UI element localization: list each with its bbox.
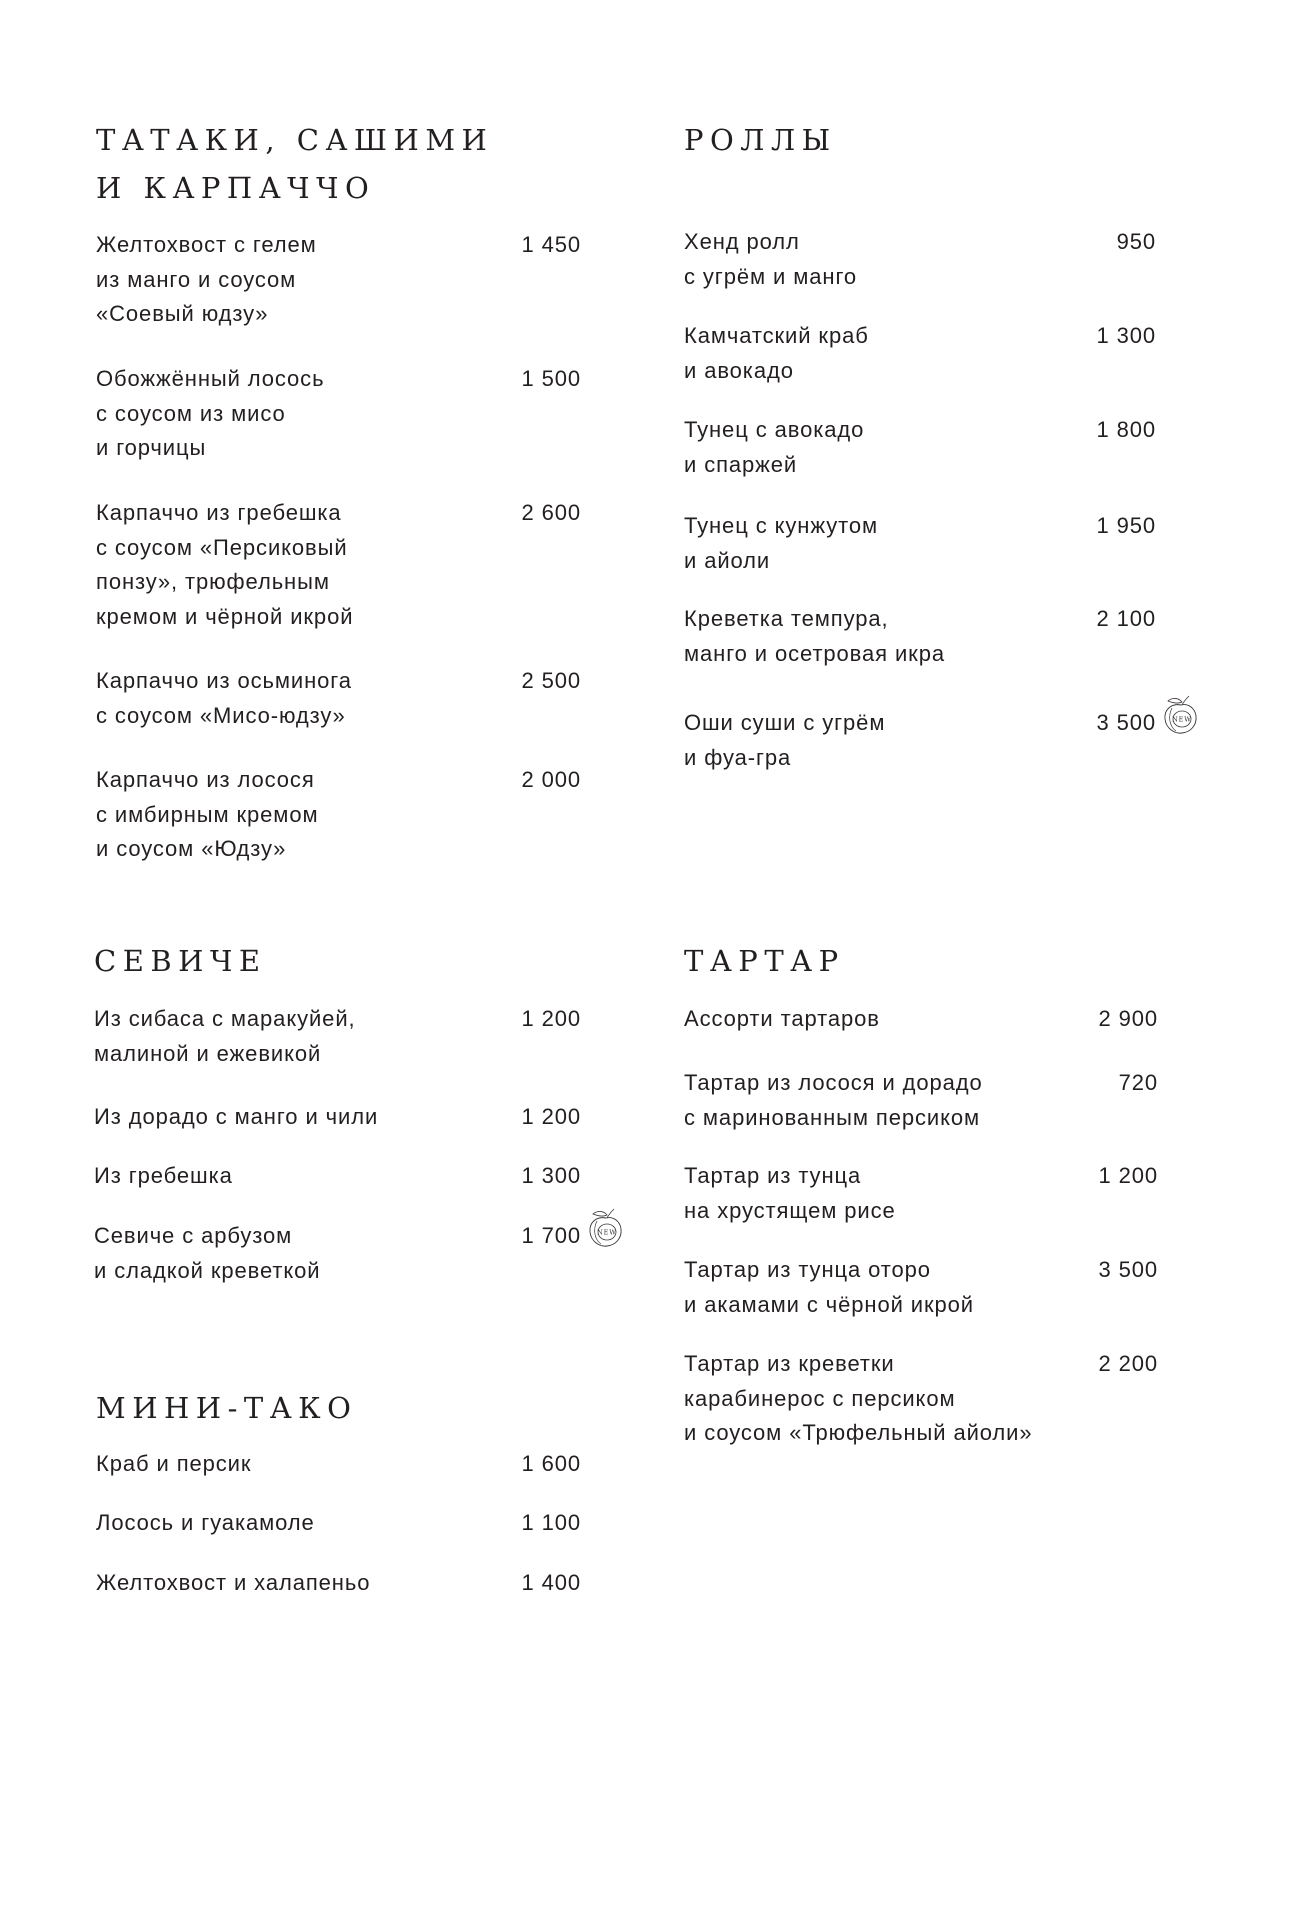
item-name: Севиче с арбузом и сладкой креветкой xyxy=(94,1223,321,1283)
menu-item xyxy=(684,1159,1158,1228)
menu-item xyxy=(684,706,1192,775)
menu-item xyxy=(96,362,581,466)
item-name: Тартар из тунца оторо и акамами с чёрной икрой xyxy=(684,1257,974,1317)
item-price: 2 100 xyxy=(1096,606,1156,631)
menu-item xyxy=(96,664,581,733)
menu-item xyxy=(96,1506,581,1541)
item-price: 3 500 xyxy=(1098,1257,1158,1282)
item-price: 720 xyxy=(1118,1070,1158,1095)
item-price: 1 300 xyxy=(521,1163,581,1188)
section-title-rolls: РОЛЛЫ xyxy=(684,123,837,157)
item-price: 1 100 xyxy=(521,1510,581,1535)
peach-new-icon xyxy=(1160,694,1202,736)
peach-new-icon-svg xyxy=(585,1207,627,1249)
item-price: 2 600 xyxy=(521,500,581,525)
menu-item xyxy=(684,1253,1158,1322)
menu-item xyxy=(684,1066,1158,1135)
item-price: 1 200 xyxy=(1098,1163,1158,1188)
menu-item xyxy=(94,1002,581,1071)
item-name: Карпаччо из лосося с имбирным кремом и соусом «Юдзу» xyxy=(96,767,319,861)
item-price-value: 1 700 xyxy=(521,1223,581,1248)
menu-item xyxy=(96,1447,581,1482)
item-price: 2 500 xyxy=(521,668,581,693)
menu-item xyxy=(684,509,1156,578)
menu-item xyxy=(684,413,1156,482)
menu-item xyxy=(96,763,581,867)
item-price: 1 450 xyxy=(521,232,581,257)
item-name: Из дорадо с манго и чили xyxy=(94,1104,379,1129)
item-name: Обожжённый лосось с соусом из мисо и горчицы xyxy=(96,366,325,460)
menu-item xyxy=(96,1566,581,1601)
item-name: Из сибаса с маракуйей, малиной и ежевикой xyxy=(94,1006,356,1066)
item-price: 1 300 xyxy=(1096,323,1156,348)
item-name: Тунец с кунжутом и айоли xyxy=(684,513,878,573)
menu-item xyxy=(94,1219,617,1288)
item-price: 1 200 xyxy=(521,1006,581,1031)
item-name: Из гребешка xyxy=(94,1163,233,1188)
menu-item xyxy=(684,225,1156,294)
item-name: Креветка темпура, манго и осетровая икра xyxy=(684,606,945,666)
section-title-tataki: ТАТАКИ, САШИМИ И КАРПАЧЧО xyxy=(96,123,494,205)
menu-item xyxy=(684,1347,1158,1451)
section-title-ceviche: СЕВИЧЕ xyxy=(94,944,267,978)
svg-text:NEW: NEW xyxy=(597,1228,617,1237)
menu-item xyxy=(96,228,581,332)
svg-text:NEW: NEW xyxy=(1172,715,1192,724)
item-price: 1 800 xyxy=(1096,417,1156,442)
item-price: 2 200 xyxy=(1098,1351,1158,1376)
item-price: 1 200 xyxy=(521,1104,581,1129)
menu-item xyxy=(684,319,1156,388)
item-name: Карпаччо из гребешка с соусом «Персиковый понзу», трюфельным кремом и чёрной икрой xyxy=(96,500,354,629)
item-name: Хенд ролл с угрём и манго xyxy=(684,229,858,289)
item-name: Камчатский краб и авокадо xyxy=(684,323,869,383)
item-name: Карпаччо из осьминога с соусом «Мисо-юдзу» xyxy=(96,668,352,728)
item-name: Тартар из креветки карабинерос с персиком и соусом «Трюфельный айоли» xyxy=(684,1351,1033,1445)
item-price: 950 xyxy=(1116,229,1156,254)
item-price-value: 3 500 xyxy=(1096,710,1156,735)
item-price xyxy=(1096,706,1192,741)
item-name: Лосось и гуакамоле xyxy=(96,1510,315,1535)
item-name: Оши суши с угрём и фуа-гра xyxy=(684,710,886,770)
item-name: Желтохвост и халапеньо xyxy=(96,1570,371,1595)
item-name: Краб и персик xyxy=(96,1451,252,1476)
item-price xyxy=(521,1219,617,1254)
menu-item xyxy=(684,602,1156,671)
item-price: 2 900 xyxy=(1098,1006,1158,1031)
item-name: Тунец с авокадо и спаржей xyxy=(684,417,865,477)
peach-new-icon-svg xyxy=(1160,694,1202,736)
item-price: 2 000 xyxy=(521,767,581,792)
item-name: Тартар из лосося и дорадо с маринованным персиком xyxy=(684,1070,983,1130)
item-name: Тартар из тунца на хрустящем рисе xyxy=(684,1163,896,1223)
section-title-minitaco: МИНИ-ТАКО xyxy=(96,1391,358,1425)
menu-item xyxy=(94,1159,581,1194)
menu-item xyxy=(96,496,581,634)
menu-item xyxy=(684,1002,1158,1037)
item-price: 1 950 xyxy=(1096,513,1156,538)
item-name: Желтохвост с гелем из манго и соусом «Соевый юдзу» xyxy=(96,232,317,326)
peach-new-icon xyxy=(585,1207,627,1249)
item-price: 1 600 xyxy=(521,1451,581,1476)
menu-item xyxy=(94,1100,581,1135)
item-name: Ассорти тартаров xyxy=(684,1006,880,1031)
item-price: 1 500 xyxy=(521,366,581,391)
section-title-tartar: ТАРТАР xyxy=(684,944,845,978)
item-price: 1 400 xyxy=(521,1570,581,1595)
